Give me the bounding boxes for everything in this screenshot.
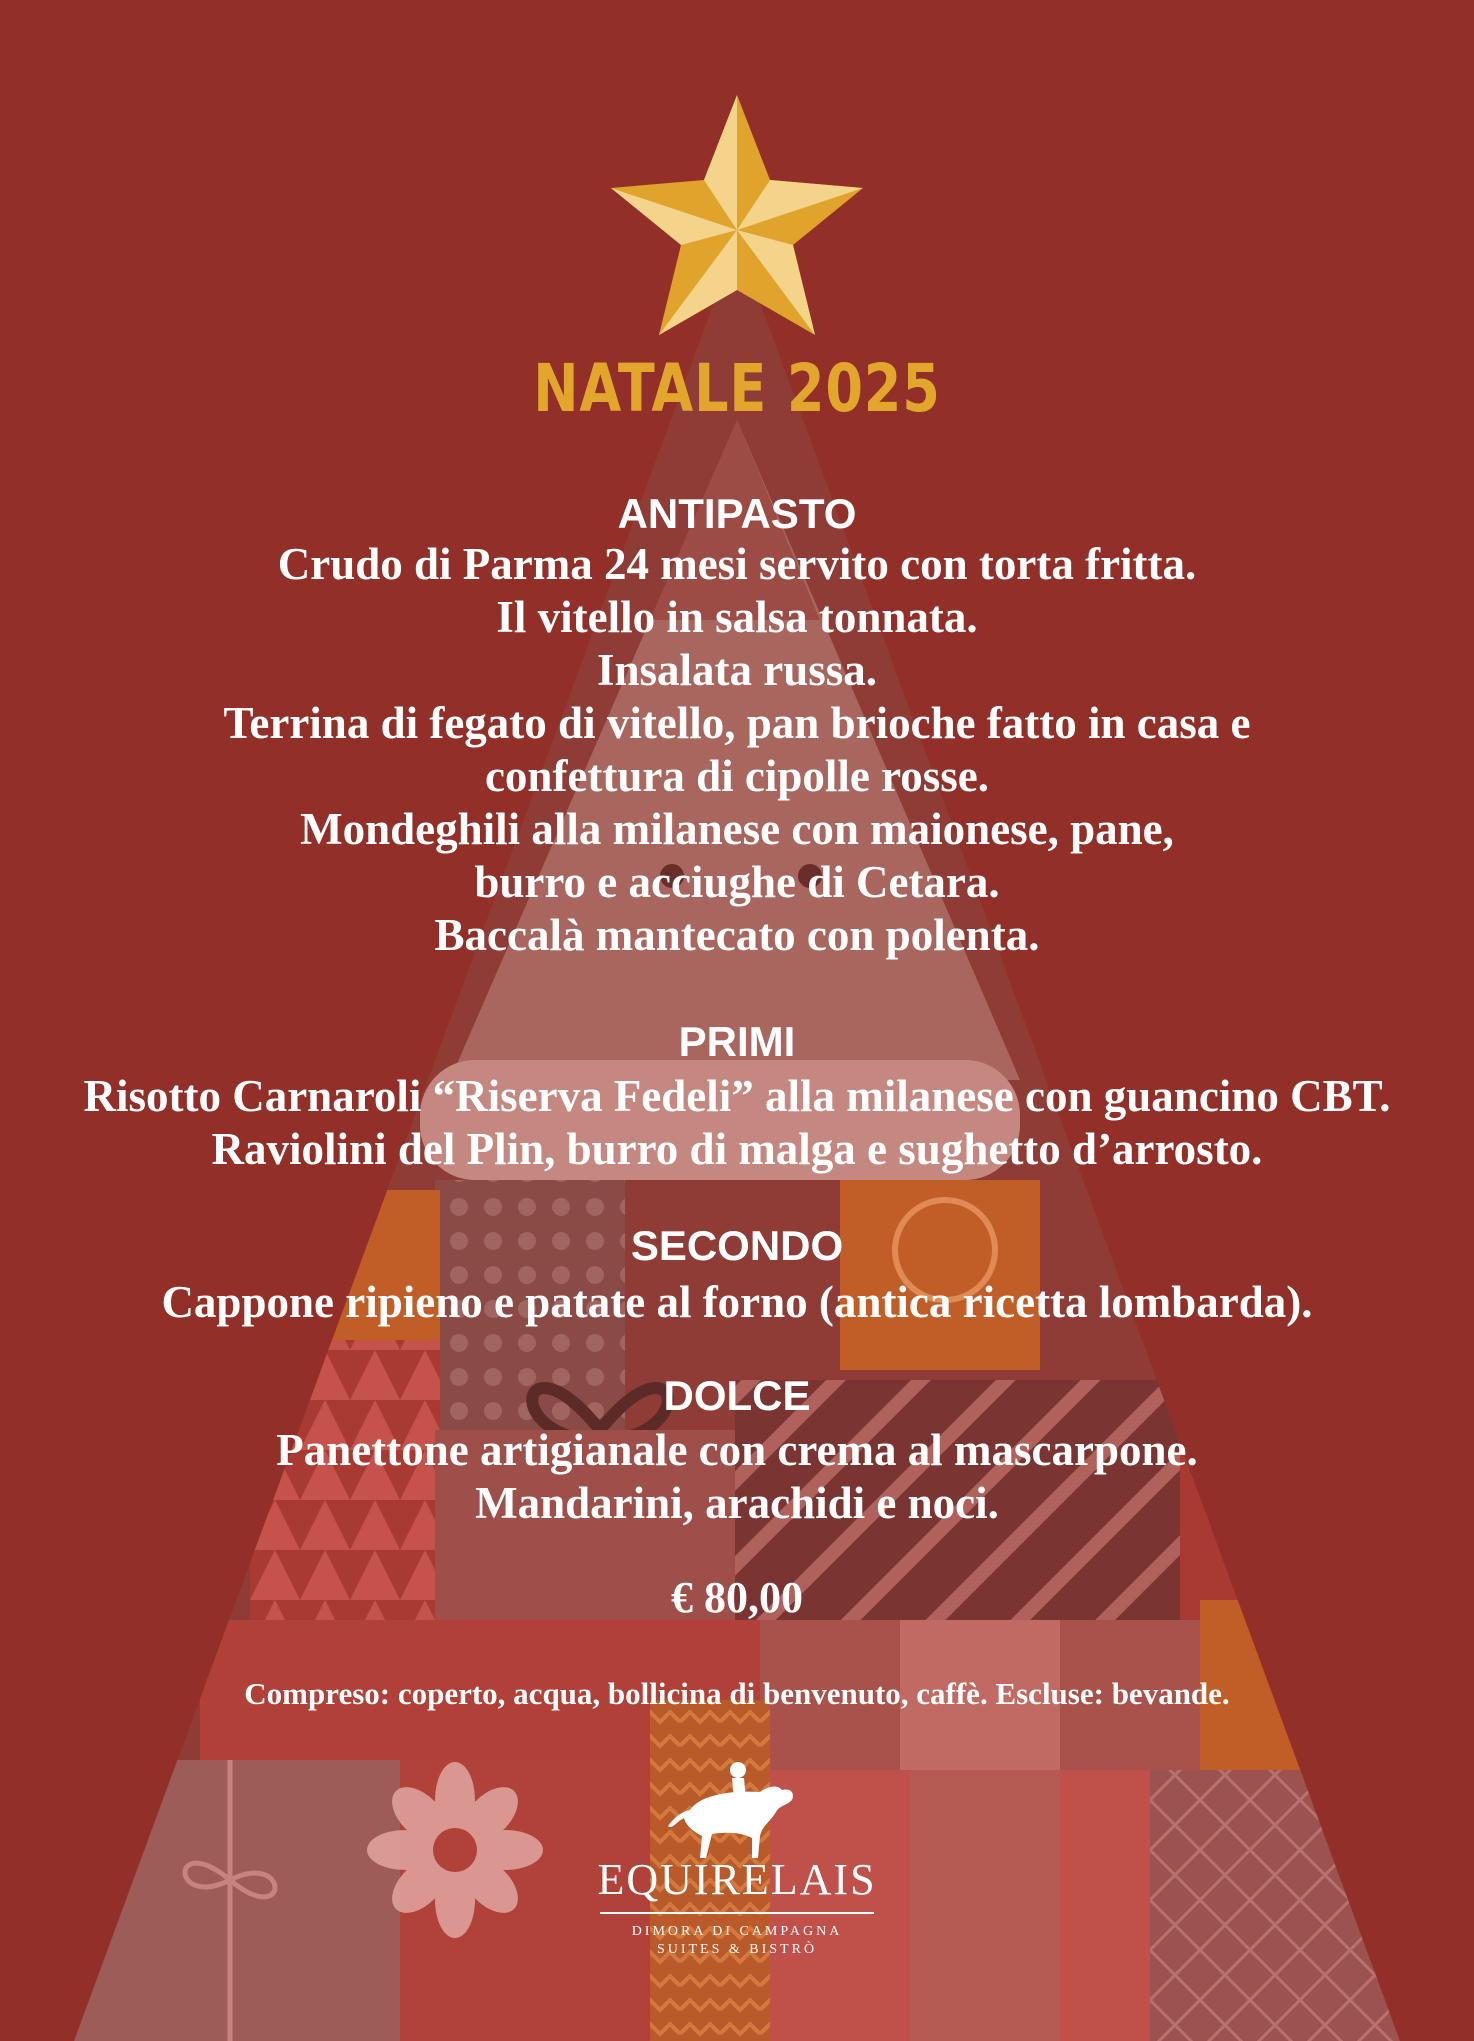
section-items-primi [0,1070,1474,1176]
logo-name: EQUIRELAIS [597,1855,877,1904]
dish-item: Risotto Carnaroli “Riserva Fedeli” alla milanese con guancino CBT. [83,1071,1391,1121]
logo-tagline-1: DIMORA DI CAMPAGNA [631,1924,843,1939]
dish-item: confettura di cipolle rosse. [484,751,990,801]
dish-item: Raviolini del Plin, burro di malga e sughetto d’arrosto. [211,1124,1263,1174]
section-heading-primi: PRIMI [678,1018,796,1065]
dish-item: Mandarini, arachidi e noci. [475,1478,999,1528]
section-items-secondo [0,1276,1474,1329]
dish-item: Crudo di Parma 24 mesi servito con torta fritta. [277,539,1197,589]
page-title: NATALE 2025 [533,350,941,427]
dish-item: Baccalà mantecato con polenta. [434,910,1040,960]
dish-item: Mondeghili alla milanese con maionese, pane, [300,804,1174,854]
dish-item: Il vitello in salsa tonnata. [496,592,978,642]
logo-divider [600,1912,874,1914]
section-heading-dolce: DOLCE [663,1372,811,1419]
section-heading-secondo: SECONDO [630,1222,844,1269]
dish-item: Terrina di fegato di vitello, pan brioche fatto in casa e [223,698,1251,748]
logo-tagline-2: SUITES & BISTRÒ [656,1942,818,1957]
section-heading-antipasto: ANTIPASTO [617,490,857,537]
dish-item: Panettone artigianale con crema al mascarpone. [276,1425,1198,1475]
dish-item: Insalata russa. [596,645,878,695]
dish-item: Cappone ripieno e patate al forno (antica ricetta lombarda). [161,1277,1313,1327]
section-items-antipasto [0,538,1474,962]
section-items-dolce [0,1424,1474,1530]
inclusions-note: Compreso: coperto, acqua, bollicina di benvenuto, caffè. Escluse: bevande. [244,1676,1230,1711]
dish-item: burro e acciughe di Cetara. [474,857,1000,907]
menu-price: € 80,00 [671,1573,803,1622]
